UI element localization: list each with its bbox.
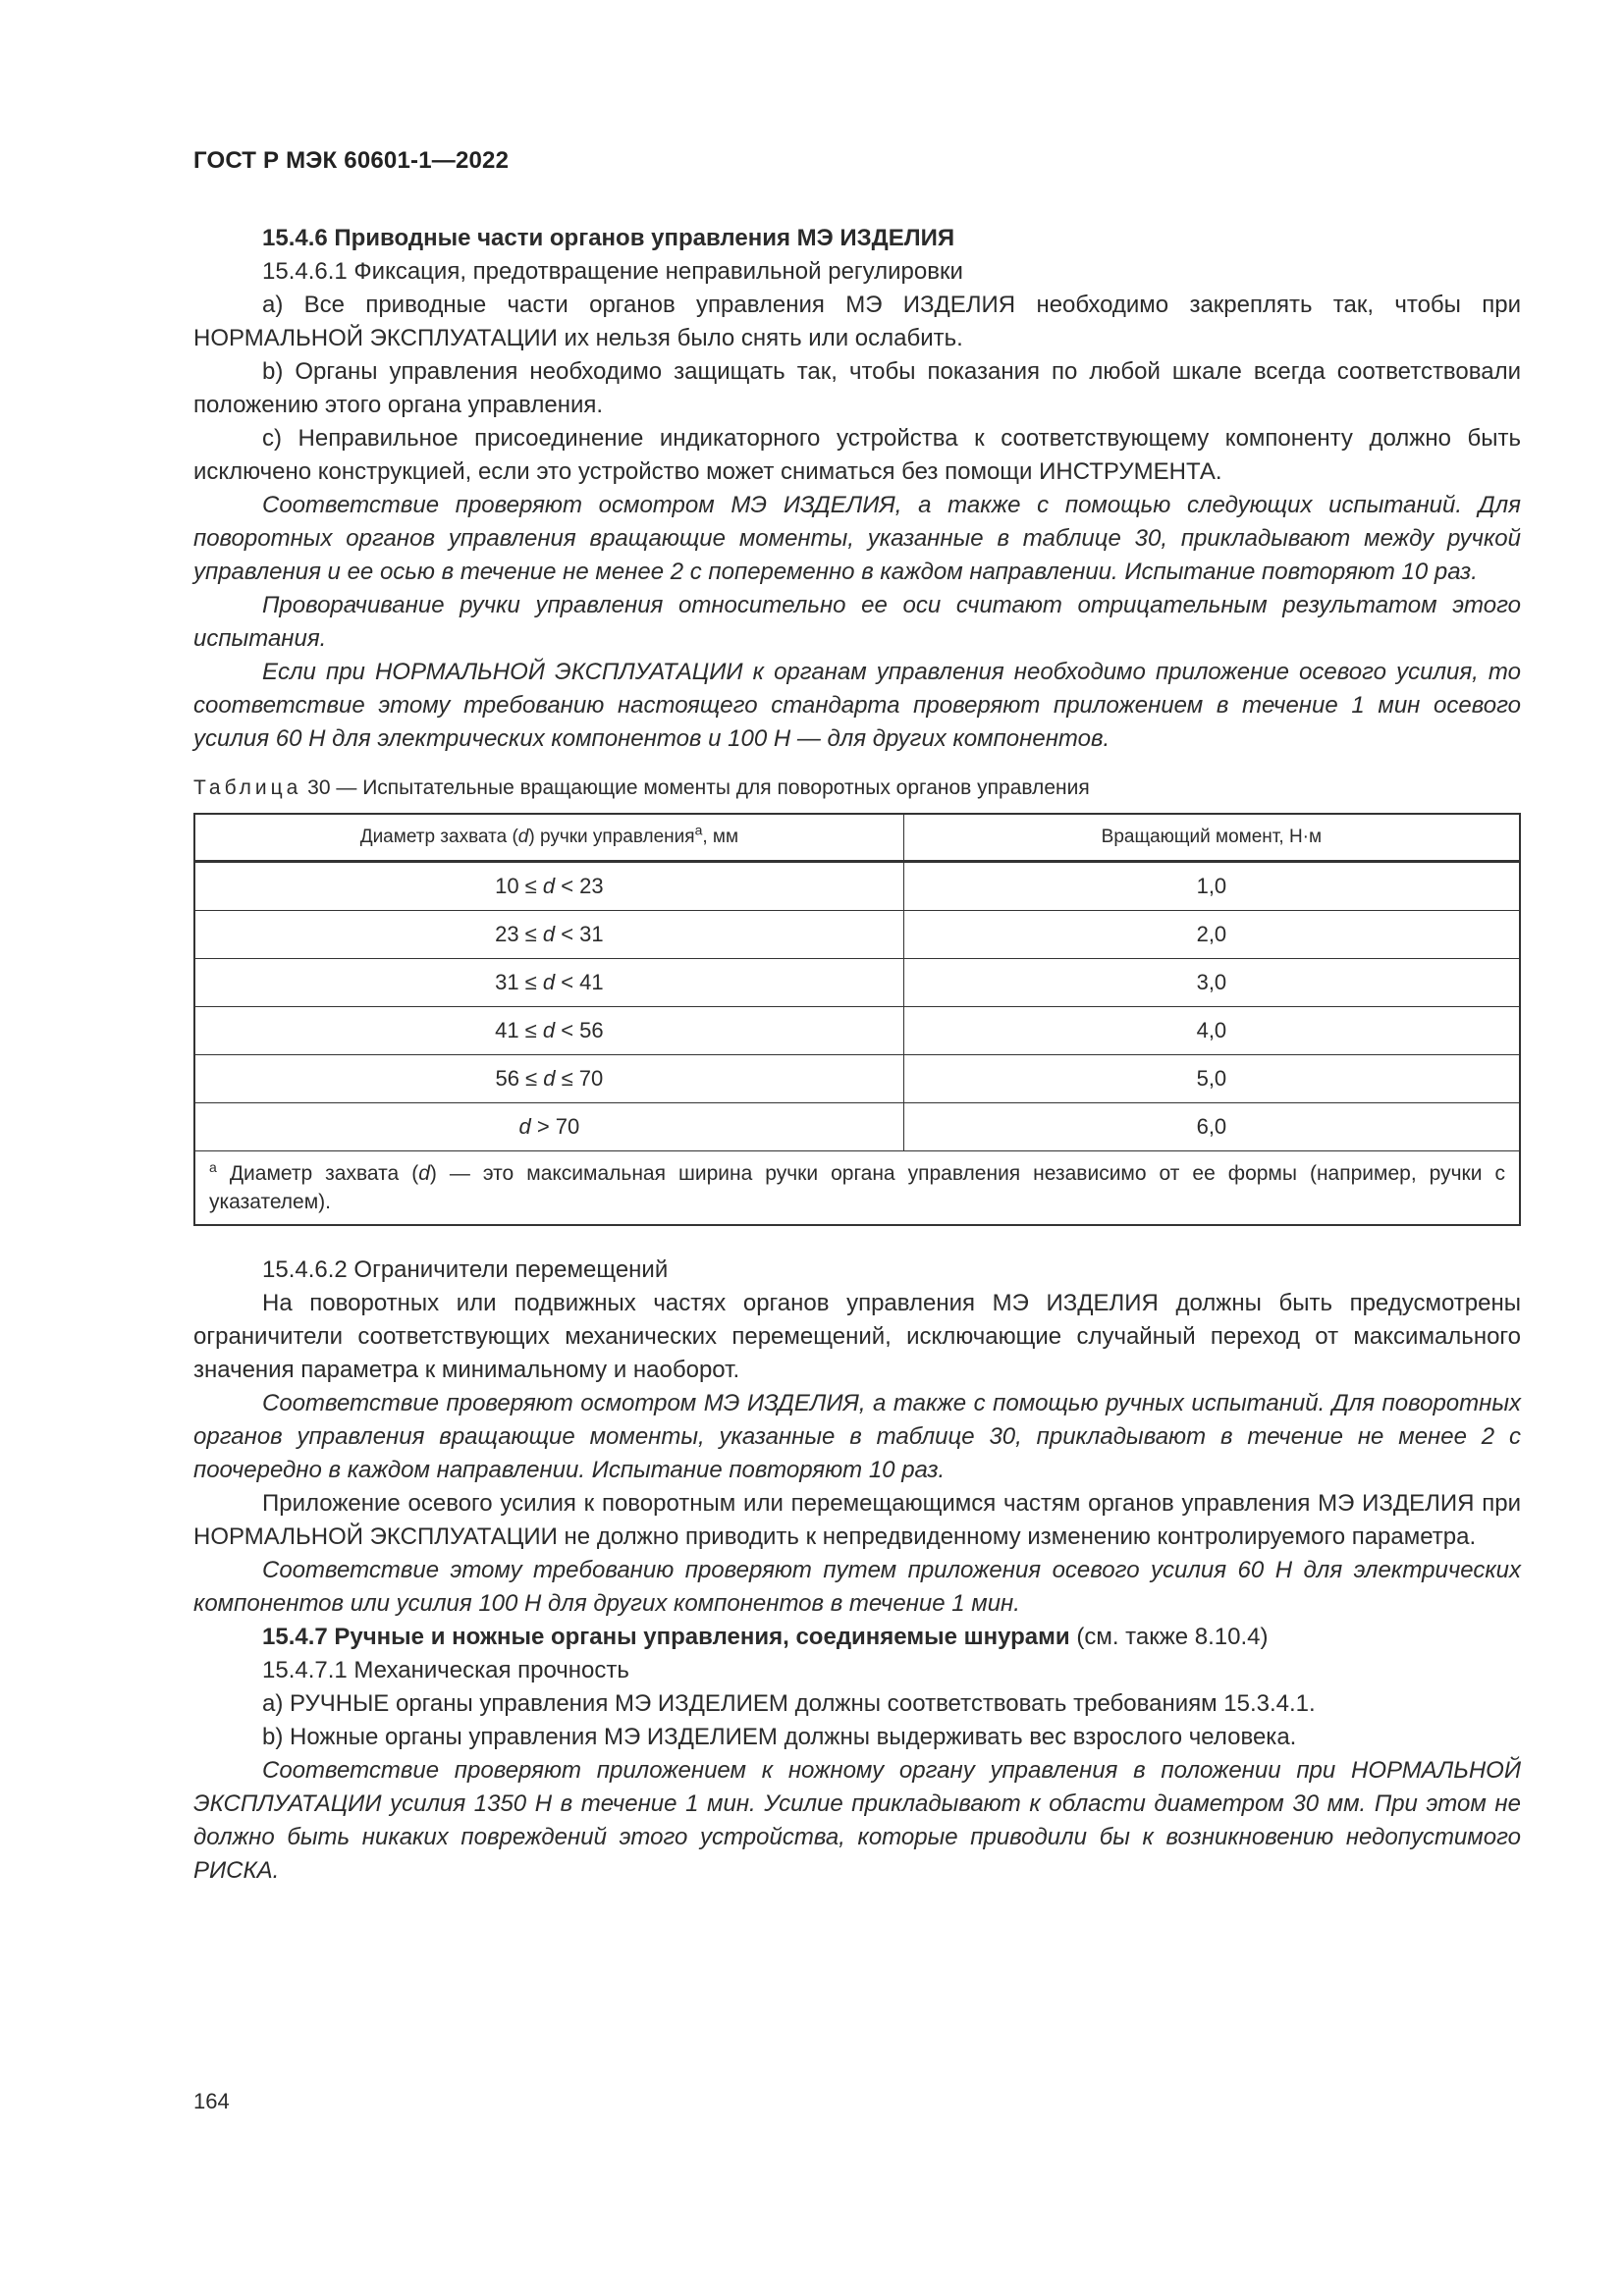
item-a: a) Все приводные части органов управления МЭ ИЗДЕЛИЯ необходимо закреплять так, чтобы при НОРМАЛЬНОЙ ЭКСПЛУАТАЦИИ их нельзя было снять или ослабить. — [193, 292, 1521, 351]
table-footnote-row — [194, 1151, 1520, 1226]
diameter-cell: 41 ≤ d < 56 — [194, 1007, 903, 1055]
torque-cell: 1,0 — [903, 862, 1520, 911]
table-footnote: $^a$ Диаметр захвата (d) — это максимальная ширина ручки органа управления независимо от ее формы (например, ручки с указателем). — [194, 1151, 1520, 1226]
section-15-4-6-2 — [193, 1254, 1521, 1621]
diameter-cell: 23 ≤ d < 31 — [194, 911, 903, 959]
standard-header: ГОСТ Р МЭК 60601-1—2022 — [193, 147, 510, 174]
torque-cell: 6,0 — [903, 1103, 1520, 1151]
section-15-4-6-2-title: 15.4.6.2 Ограничители перемещений — [262, 1256, 669, 1283]
item-b: b) Ножные органы управления МЭ ИЗДЕЛИЕМ должны выдерживать вес взрослого человека. — [262, 1724, 1297, 1750]
section-15-4-7-title: 15.4.7 Ручные и ножные органы управления, соединяемые шнурами (см. также 8.10.4) — [262, 1624, 1269, 1650]
table-row — [194, 1055, 1520, 1103]
table-row — [194, 1103, 1520, 1151]
diameter-cell: 31 ≤ d < 41 — [194, 959, 903, 1007]
paragraph: На поворотных или подвижных частях органов управления МЭ ИЗДЕЛИЯ должны быть предусмотрены ограничители соответствующих механических перемещений, исключающие случайный переход от максимального значения параметра к минимальному и наоборот. — [193, 1290, 1521, 1383]
diameter-cell: d > 70 — [194, 1103, 903, 1151]
compliance-text: Соответствие проверяют осмотром МЭ ИЗДЕЛИЯ, а также с помощью ручных испытаний. Для поворотных органов управления вращающие моменты, указанные в таблице 30, прикладывают в течение не менее 2 с поочередно в каждом направлении. Испытание повторяют 10 раз. — [193, 1390, 1521, 1483]
section-15-4-6-1-title: 15.4.6.1 Фиксация, предотвращение неправильной регулировки — [262, 258, 963, 285]
column-header-torque: Вращающий момент, Н·м — [903, 814, 1520, 862]
compliance-text-3: Если при НОРМАЛЬНОЙ ЭКСПЛУАТАЦИИ к органам управления необходимо приложение осевого усилия, то соответствие этому требованию настоящего стандарта проверяют приложением в течение 1 мин осевого усилия 60 Н для электрических компонентов и 100 Н — для других компонентов. — [193, 659, 1521, 752]
table-row — [194, 959, 1520, 1007]
torque-cell: 3,0 — [903, 959, 1520, 1007]
table-caption-word: Таблица — [193, 776, 302, 799]
table-row — [194, 911, 1520, 959]
section-15-4-7-1-title: 15.4.7.1 Механическая прочность — [262, 1657, 629, 1683]
torque-table — [193, 813, 1521, 1226]
torque-cell: 4,0 — [903, 1007, 1520, 1055]
torque-cell: 5,0 — [903, 1055, 1520, 1103]
item-c: c) Неправильное присоединение индикаторного устройства к соответствующему компоненту должно быть исключено конструкцией, если это устройство может сниматься без помощи ИНСТРУМЕНТА. — [193, 425, 1521, 485]
table-header-row — [194, 814, 1520, 862]
page-content — [193, 222, 1521, 1888]
section-15-4-6-title: 15.4.6 Приводные части органов управления МЭ ИЗДЕЛИЯ — [262, 225, 955, 251]
diameter-cell: 56 ≤ d ≤ 70 — [194, 1055, 903, 1103]
compliance-text-2: Проворачивание ручки управления относительно ее оси считают отрицательным результатом этого испытания. — [193, 592, 1521, 652]
diameter-cell: 10 ≤ d < 23 — [194, 862, 903, 911]
compliance-text: Соответствие этому требованию проверяют путем приложения осевого усилия 60 Н для электрических компонентов или усилия 100 Н для других компонентов в течение 1 мин. — [193, 1557, 1521, 1617]
compliance-text: Соответствие проверяют приложением к ножному органу управления в положении при НОРМАЛЬНОЙ ЭКСПЛУАТАЦИИ усилия 1350 Н в течение 1 мин. Усилие прикладывают к области диаметром 30 мм. При этом не должно быть никаких повреждений этого устройства, которые приводили бы к возникновению недопустимого РИСКА. — [193, 1757, 1521, 1884]
compliance-text-1: Соответствие проверяют осмотром МЭ ИЗДЕЛИЯ, а также с помощью следующих испытаний. Для поворотных органов управления вращающие моменты, указанные в таблице 30, прикладывают между ручкой управления и ее осью в течение не менее 2 с попеременно в каждом направлении. Испытание повторяют 10 раз. — [193, 492, 1521, 585]
item-a: a) РУЧНЫЕ органы управления МЭ ИЗДЕЛИЕМ должны соответствовать требованиям 15.3.4.1. — [262, 1690, 1316, 1717]
torque-cell: 2,0 — [903, 911, 1520, 959]
table-row — [194, 1007, 1520, 1055]
page-number: 164 — [193, 2089, 230, 2113]
table-row — [194, 862, 1520, 911]
table-caption — [193, 774, 1521, 803]
table-caption-text: 30 — Испытательные вращающие моменты для поворотных органов управления — [301, 776, 1090, 799]
column-header-diameter: Диаметр захвата (d) ручки управления$^a$, мм — [194, 814, 903, 862]
item-b: b) Органы управления необходимо защищать так, чтобы показания по любой шкале всегда соответствовали положению этого органа управления. — [193, 358, 1521, 418]
paragraph: Приложение осевого усилия к поворотным или перемещающимся частям органов управления МЭ ИЗДЕЛИЯ при НОРМАЛЬНОЙ ЭКСПЛУАТАЦИИ не должно приводить к непредвиденному изменению контролируемого параметра. — [193, 1490, 1521, 1550]
